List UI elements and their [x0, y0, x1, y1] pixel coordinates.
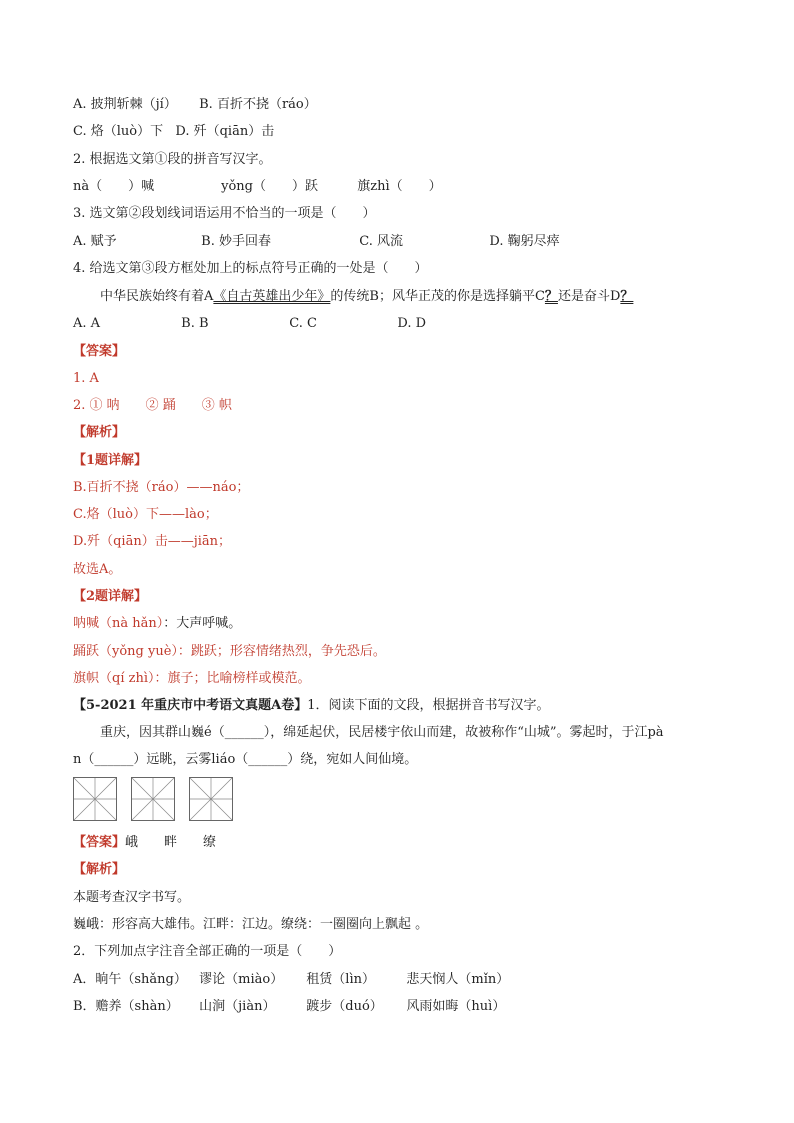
detail2-body: ：旗子；比喻榜样或模范。 [154, 671, 311, 686]
detail1-line: B.百折不挠（ráo）——náo； [73, 480, 250, 495]
section2-text: 1．阅读下面的文段，根据拼音书写汉字。 [307, 698, 550, 713]
detail1-line: C.烙（luò）下——lào； [73, 507, 218, 522]
analysis2-line: 本题考查汉字书写。 [73, 890, 191, 905]
q3-option-c[interactable]: C. 风流 [359, 234, 404, 249]
q1-options-row1 [73, 96, 317, 114]
q4-options [73, 315, 426, 333]
q4-option-c[interactable]: C. C [289, 316, 317, 331]
grid-guide-icon [74, 778, 116, 820]
q2s-option-a-word: 谬论（miào） [199, 972, 284, 987]
q2-blank-c[interactable]: 旗zhì（ ） [357, 179, 442, 194]
q4-book-title: 《自古英雄出少年》 [213, 289, 331, 304]
q4-option-d[interactable]: D. D [397, 316, 427, 331]
q4-option-a[interactable]: A. A [73, 316, 101, 331]
q1-option-d[interactable]: D. 歼（qiān）击 [175, 124, 275, 139]
answer-2: 2. ① 呐 ② 踊 ③ 帜 [73, 398, 232, 413]
q4-sentence-part1: 中华民族始终有着A [100, 289, 214, 304]
grid-guide-icon [190, 778, 232, 820]
q4-option-b[interactable]: B. B [181, 316, 209, 331]
writing-grid [73, 777, 233, 821]
q1-option-b[interactable]: B. 百折不挠（ráo） [199, 97, 317, 112]
detail2-head: 旗帜（qí zhì） [73, 671, 155, 686]
writing-grid-cell[interactable] [189, 777, 233, 821]
q2-blank-a[interactable]: nà（ ）喊 [73, 179, 155, 194]
q2s-option-b-word: 风雨如晦（huì） [406, 999, 506, 1014]
q2s-option-a-word: 悲天悯人（mǐn） [406, 972, 510, 987]
answer2-label: 【答案】 [73, 835, 126, 850]
detail2-line [73, 670, 311, 688]
detail2-head: 踊跃（yǒng yuè） [73, 644, 178, 659]
detail2-line [73, 615, 241, 633]
detail2-body: ：跳跃；形容情绪热烈，争先恐后。 [177, 644, 386, 659]
section2-title [73, 697, 550, 715]
q2-blank-b[interactable]: yǒng（ ）跃 [221, 179, 319, 194]
section2-para-line1: 重庆，因其群山巍é（______），绵延起伏，民居楼宇依山而建，故被称作“山城”。雾起时，于江pà [100, 725, 664, 740]
q4-question-mark-c: ？ [544, 289, 558, 304]
analysis2-label: 【解析】 [73, 862, 126, 877]
q4-sentence-part5: 还是奋斗D [557, 289, 621, 304]
writing-grid-cell[interactable] [73, 777, 117, 821]
q3-option-a[interactable]: A. 赋予 [73, 234, 117, 249]
section2-para-line2: n（______）远眺，云雾liáo（______）绕，宛如人间仙境。 [73, 752, 418, 767]
detail2-label: 【2题详解】 [73, 589, 148, 604]
answer-label: 【答案】 [73, 344, 126, 359]
writing-grid-cell[interactable] [131, 777, 175, 821]
q2s-option-b-word: 踱步（duó） [306, 999, 383, 1014]
q2s-option-a-word: A．晌午（shǎng） [73, 972, 187, 987]
answer-1: 1. A [73, 371, 99, 386]
q3-option-d[interactable]: D. 鞠躬尽瘁 [489, 234, 560, 249]
detail2-head: 呐喊（nà hǎn） [73, 616, 164, 631]
grid-guide-icon [132, 778, 174, 820]
q3-options [73, 233, 560, 251]
detail2-body: ：大声呼喊。 [163, 616, 242, 631]
q4-question-mark-d: ？ [620, 289, 634, 304]
detail1-line: D.歼（qiān）击——jiān； [73, 534, 232, 549]
q2-title: 2. 根据选文第①段的拼音写汉字。 [73, 152, 272, 167]
q2-blanks [73, 178, 442, 196]
q3-title: 3. 选文第②段划线词语运用不恰当的一项是（ ） [73, 206, 376, 221]
q2s-option-b-word: B．赡养（shàn） [73, 999, 179, 1014]
q3-option-b[interactable]: B. 妙手回春 [201, 234, 271, 249]
q1-options-row2 [73, 123, 274, 141]
answer2 [73, 834, 216, 852]
q2s-option-a-word: 租赁（lìn） [306, 972, 375, 987]
section2-q2-title: 2．下列加点字注音全部正确的一项是（ ） [73, 944, 342, 959]
answer2-text: 峨 畔 缭 [125, 835, 217, 850]
section2-tag: 【5-2021 年重庆市中考语文真题A卷】 [73, 698, 308, 713]
analysis-label: 【解析】 [73, 425, 126, 440]
q2s-option-a[interactable] [73, 971, 509, 989]
q2s-option-b-word: 山涧（jiàn） [199, 999, 276, 1014]
detail1-line: 故选A。 [73, 562, 122, 577]
detail2-line [73, 643, 386, 661]
analysis2-line: 巍峨：形容高大雄伟。江畔：江边。缭绕：一圈圈向上飘起 。 [73, 917, 429, 932]
q4-sentence-part3: 的传统B；风华正茂的你是选择躺平C [330, 289, 545, 304]
q4-sentence [100, 288, 633, 306]
q1-option-a[interactable]: A. 披荆斩棘（jí） [73, 97, 177, 112]
detail1-label: 【1题详解】 [73, 453, 148, 468]
q1-option-c[interactable]: C. 烙（luò）下 [73, 124, 164, 139]
q2s-option-b[interactable] [73, 998, 505, 1016]
q4-title: 4. 给选文第③段方框处加上的标点符号正确的一处是（ ） [73, 261, 428, 276]
